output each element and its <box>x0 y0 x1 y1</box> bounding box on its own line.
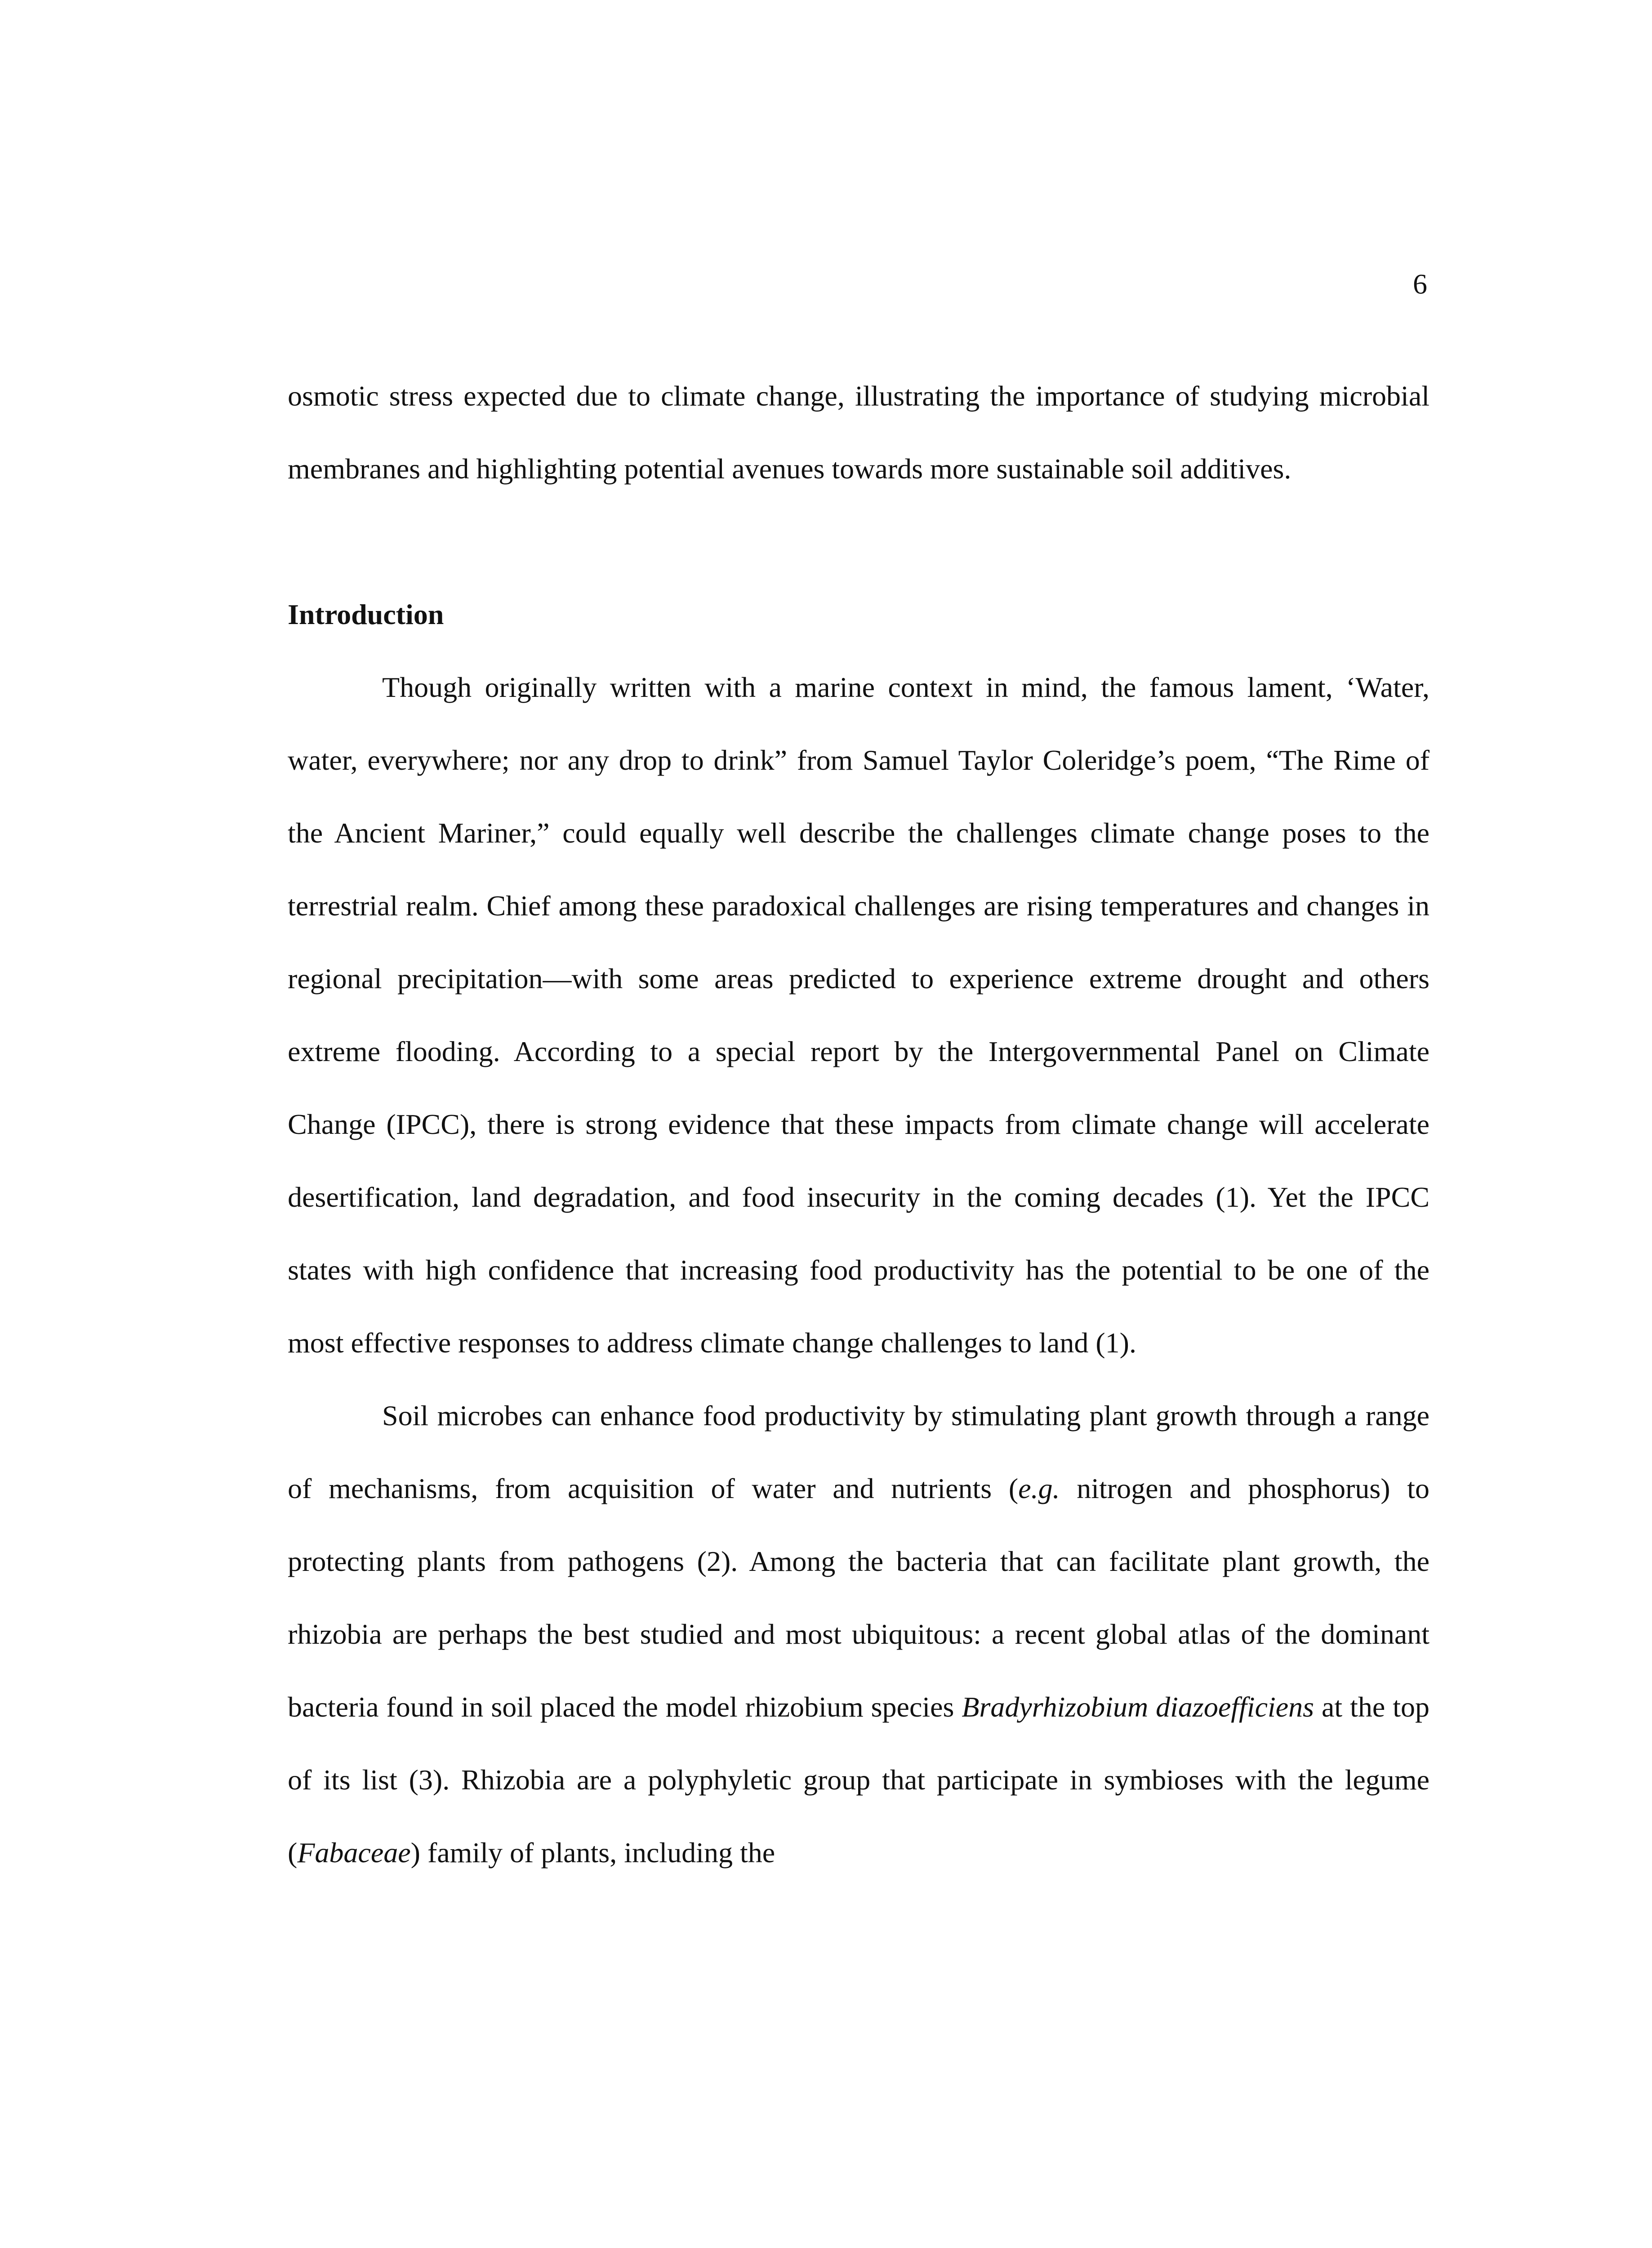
document-body <box>288 360 1429 1889</box>
italic-eg: e.g. <box>1018 1472 1060 1504</box>
section-spacer <box>288 505 1429 578</box>
section-heading-introduction: Introduction <box>288 598 444 630</box>
species-name: Bradyrhizobium diazoefficiens <box>962 1691 1314 1723</box>
introduction-paragraph-1: Though originally written with a marine context in mind, the famous lament, ‘Water, water, everywhere; nor any drop to drink” from Samuel Taylor Coleridge’s poem, “The Rime of the Ancient Mariner,” could equally well describe the challenges climate change poses to the terrestrial realm. Chief among these paradoxical challenges are rising temperatures and changes in regional precipitation—with some areas predicted to experience extreme drought and others extreme flooding. According to a special report by the Intergovernmental Panel on Climate Change (IPCC), there is strong evidence that these impacts from climate change will accelerate desertification, land degradation, and food insecurity in the coming decades (1). Yet the IPCC states with high confidence that increasing food productivity has the potential to be one of the most effective responses to address climate change challenges to land (1). <box>288 671 1429 1359</box>
continued-paragraph: osmotic stress expected due to climate change, illustrating the importance of studying microbial membranes and highlighting potential avenues towards more sustainable soil additives. <box>288 380 1429 485</box>
introduction-paragraph-2 <box>288 1379 1429 1889</box>
family-name: Fabaceae <box>297 1837 411 1869</box>
paragraph-text: nitrogen and phosphorus) to protecting plants from pathogens (2). Among the bacteria that can facilitate plant growth, the rhizobia are perhaps the best studied and most ubiquitous: a recent global atlas of the dominant bacteria found in soil placed the model rhizobium species <box>288 1472 1430 1723</box>
paragraph-text: Soil microbes can enhance food productivity by stimulating plant growth through a range of mechanisms, from acquisition of water and nutrients ( <box>288 1400 1429 1504</box>
paragraph-text: at the top of its list (3). Rhizobia are a polyphyletic group that participate in symbioses with the legume ( <box>288 1691 1430 1869</box>
page-number: 6 <box>1413 268 1427 300</box>
paragraph-text: ) family of plants, including the <box>410 1837 775 1869</box>
